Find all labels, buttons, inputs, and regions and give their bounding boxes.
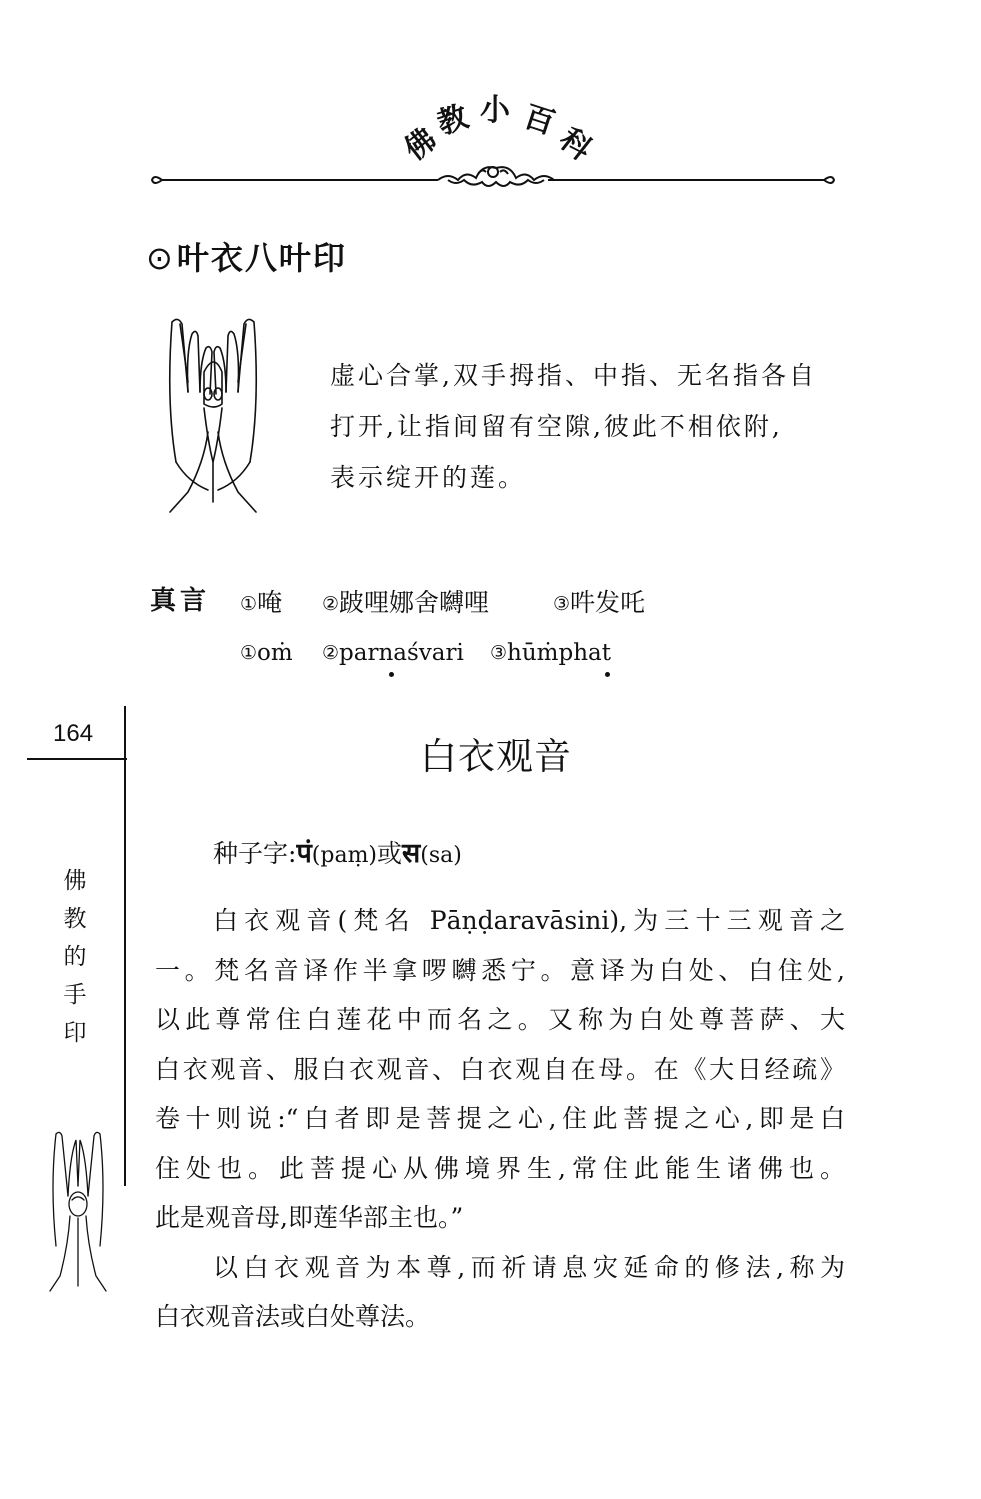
body-line: 卷十则说:“白者即是菩提之心,住此菩提之心,即是白 (155, 1104, 845, 1133)
seed-roman: (paṃ) (311, 843, 378, 868)
seed-syllable-line (213, 840, 462, 867)
cloud-ornament-icon (438, 167, 554, 186)
body-line: 此是观音母,即莲华部主也。” (155, 1203, 464, 1232)
mantra-chinese-row (0, 586, 981, 620)
body-line: 以此尊常住白莲花中而名之。又称为白处尊菩萨、大 (155, 1005, 845, 1034)
description-line: 打开,让指间留有空隙,彼此不相依附, (330, 412, 783, 441)
series-char: 百 (519, 99, 559, 142)
body-line: 以白衣观音为本尊,而祈请息灾延命的修法,称为 (213, 1252, 845, 1282)
description-line: 虚心合掌,双手拇指、中指、无名指各自 (330, 361, 817, 390)
seed-glyph-sa: स (402, 838, 421, 869)
series-char: 科 (552, 121, 598, 168)
section-title-text: 叶衣八叶印 (176, 239, 347, 277)
series-char: 教 (433, 99, 473, 142)
seed-roman: (sa) (420, 843, 462, 868)
article-title: 白衣观音 (420, 735, 572, 778)
body-line: 白衣观音法或白处尊法。 (155, 1302, 431, 1331)
diacritic-dot (605, 672, 610, 677)
margin-rule-vertical (124, 706, 126, 1186)
mudra-description (330, 350, 850, 503)
translit-item: ②parnaśvari (322, 640, 464, 666)
mudra-hands-illustration (148, 312, 278, 517)
diacritic-dot (389, 672, 394, 677)
mantra-item: ②跛哩娜舍嚩哩 (322, 588, 490, 617)
description-line: 表示绽开的莲。 (330, 463, 527, 492)
mantra-translit-row (0, 642, 981, 682)
small-mudra-illustration (42, 1126, 114, 1296)
article-body (155, 896, 845, 1342)
body-line: 住处也。此菩提心从佛境界生,常住此能生诸佛也。 (155, 1153, 845, 1183)
series-char: 佛 (398, 121, 444, 168)
series-char: 小 (480, 93, 510, 128)
section-title (146, 239, 347, 277)
seed-prefix: 种子字: (213, 839, 297, 868)
page-number: 164 (53, 720, 94, 747)
margin-rule (27, 758, 127, 760)
translit-item: ①oṁ (240, 640, 293, 666)
circle-dot-icon: ⊙ (146, 239, 175, 277)
body-line: 白衣观音(梵名 Pāṇḍaravāsini),为三十三观音之 (213, 906, 845, 935)
side-book-title: 佛 教 的 手 印 (63, 868, 87, 1046)
seed-or: 或 (377, 839, 403, 868)
translit-item: ③hūṁphat (490, 640, 611, 666)
mantra-item: ①唵 (240, 588, 283, 617)
body-line: 一。梵名音译作半拿啰嚩悉宁。意译为白处、白住处, (155, 955, 845, 985)
mantra-label: 真言 (150, 586, 211, 616)
header-cloud-rule (148, 150, 838, 195)
body-line: 白衣观音、服白衣观音、白衣观自在母。在《大日经疏》 (155, 1054, 845, 1084)
seed-glyph-pam: पं (296, 838, 312, 869)
mantra-item: ③吽发吒 (553, 588, 646, 617)
